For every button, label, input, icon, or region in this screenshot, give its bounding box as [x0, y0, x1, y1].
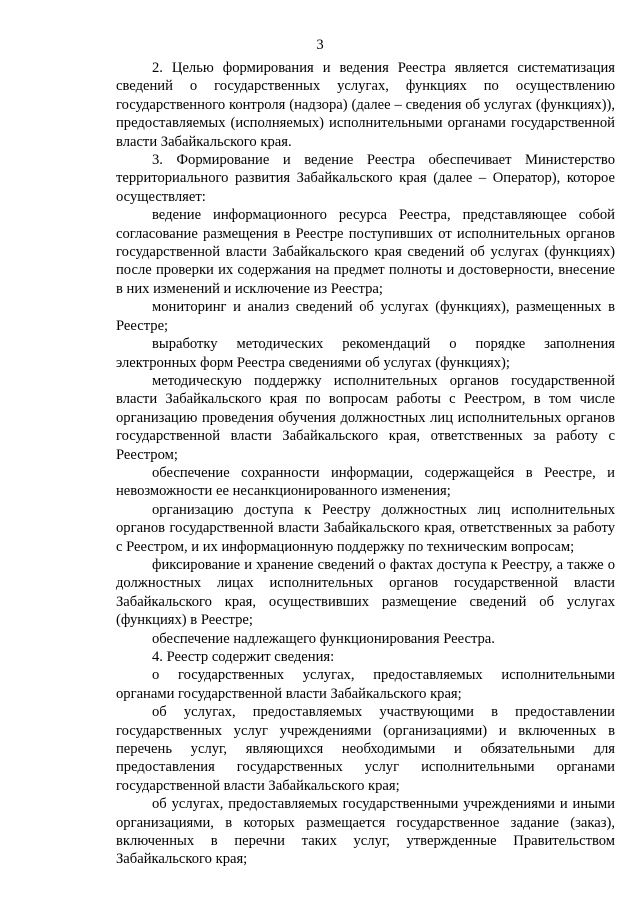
- paragraph-duty-recommendations: выработку методических рекомендаций о порядке заполнения электронных форм Реестра сведениями об услугах (функциях);: [116, 336, 615, 371]
- paragraph-item-4-contents: 4. Реестр содержит сведения:: [152, 649, 335, 665]
- paragraph-duty-logging: фиксирование и хранение сведений о фактах доступа к Реестру, а также о должностных лицах исполнительных органов государственной власти Забайкальского края, осуществивших размещение сведений об услугах (функциях) в Реестре;: [116, 556, 615, 629]
- paragraph-item-3-operator: 3. Формирование и ведение Реестра обеспечивает Министерство территориального развития Забайкальского края (далее – Оператор), которое осуществляет:: [116, 152, 615, 205]
- paragraph-duty-resource: ведение информационного ресурса Реестра, представляющее собой согласование размещения в Реестре поступивших от исполнительных органов государственной власти Забайкальского края сведений об услугах (функциях) после проверки их содержания на предмет полноты и достоверности, внесение в них изменений и исключение из Реестра;: [116, 207, 615, 297]
- paragraph-duty-access: организацию доступа к Реестру должностных лиц исполнительных органов государственной власти Забайкальского края, ответственных за работу с Реестром, и их информационную поддержку по техническим вопросам;: [116, 501, 615, 555]
- paragraph-duty-monitoring: мониторинг и анализ сведений об услугах (функциях), размещенных в Реестре;: [116, 299, 615, 334]
- page-number: 3: [316, 37, 324, 53]
- paragraph-duty-functioning: обеспечение надлежащего функционирования Реестра.: [152, 630, 495, 647]
- paragraph-item-2-purpose: 2. Целью формирования и ведения Реестра является систематизация сведений о государственных услугах, функциях по осуществлению государственного контроля (надзора) (далее – сведения об услугах (функциях)), предоставляемых (исполняемых) исполнительными органами государственной власти Забайкальского края.: [116, 60, 615, 150]
- document-body: [116, 59, 615, 869]
- paragraph-contents-required-services: об услугах, предоставляемых участвующими в предоставлении государственных услуг учреждениями (организациями) и включенных в перечень услуг, являющихся необходимыми и обязательными для предоставления государственных услуг исполнительными органами государственной власти Забайкальского края;: [116, 704, 615, 794]
- paragraph-duty-methodical-support: методическую поддержку исполнительных органов государственной власти Забайкальского края по вопросам работы с Реестром, в том числе организацию проведения обучения должностных лиц исполнительных органов государственной власти Забайкальского края, ответственных за работу с Реестром;: [116, 372, 615, 463]
- paragraph-contents-state-services: о государственных услугах, предоставляемых исполнительными органами государственной власти Забайкальского края;: [116, 667, 615, 702]
- paragraph-duty-safety: обеспечение сохранности информации, содержащейся в Реестре, и невозможности ее несанкционированного изменения;: [116, 464, 615, 500]
- paragraph-contents-state-assignment: об услугах, предоставляемых государственными учреждениями и иными организациями, в которых размещается государственное задание (заказ), включенных в перечни таких услуг, утвержденные Правительством Забайкальского края;: [116, 796, 615, 868]
